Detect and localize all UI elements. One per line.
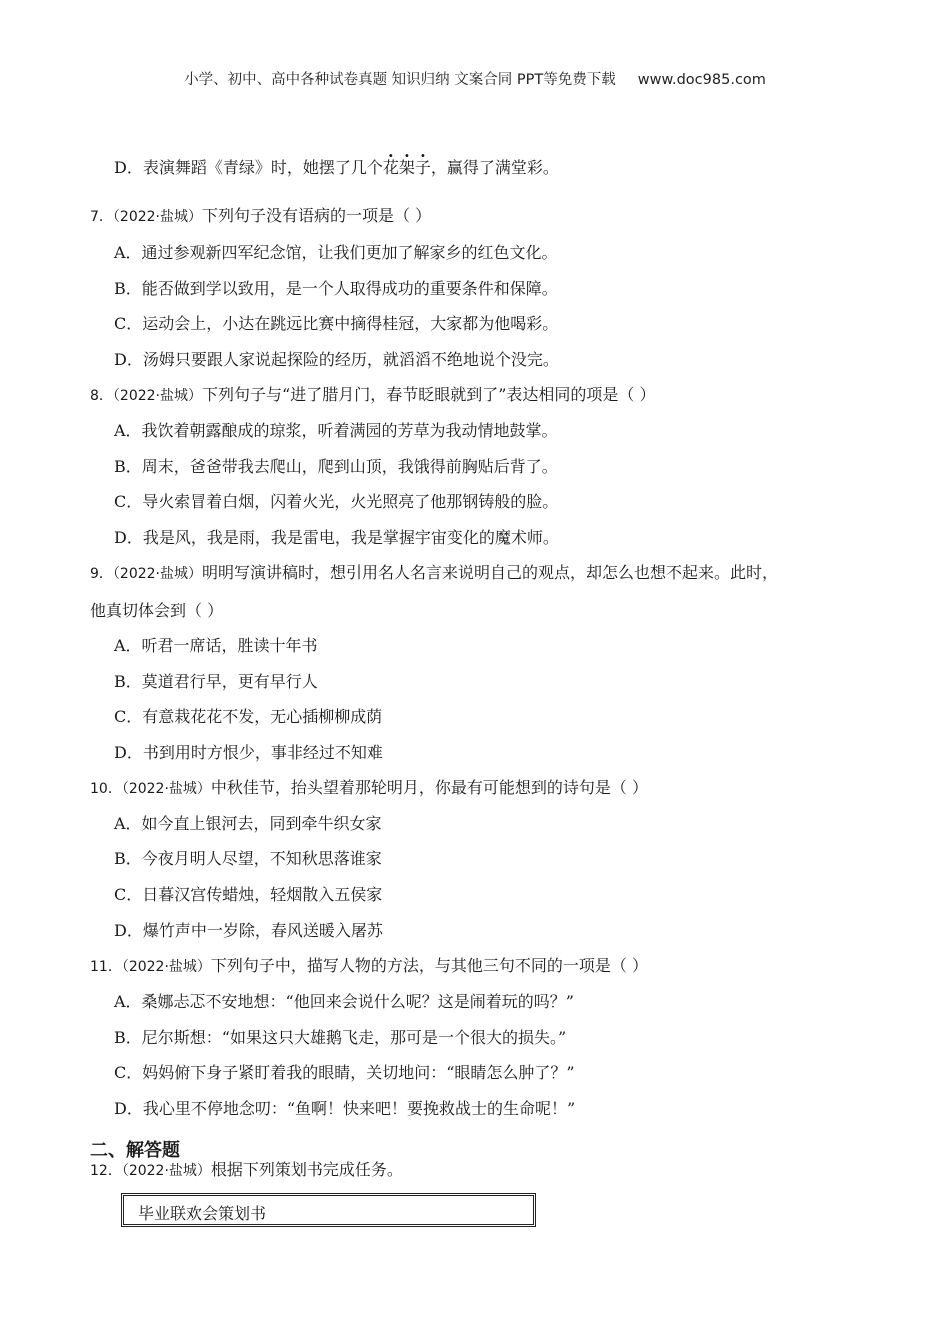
- q11-number: 11．: [90, 959, 122, 975]
- q8-option-d: D．我是风，我是雨，我是雷电，我是掌握宇宙变化的魔术师。: [114, 528, 559, 547]
- q6d-dotted-char-1: 花: [382, 158, 399, 177]
- q9-stem-continued: 他真切体会到（ ）: [90, 601, 224, 620]
- q11-option-d: D．我心里不停地念叨：“鱼啊！快来吧！要挽救战士的生命呢！”: [114, 1099, 576, 1118]
- q10-source: （2022·盐城）: [121, 781, 211, 797]
- q10-option-a: A．如今直上银河去，同到牵牛织女家: [114, 814, 382, 833]
- q6d-before: D．表演舞蹈《青绿》时，她摆了几个: [114, 158, 383, 177]
- q9-option-d: D．书到用时方恨少，事非经过不知难: [114, 743, 383, 762]
- q8-option-a: A．我饮着朝露酿成的琼浆，听着满园的芳草为我动情地鼓掌。: [114, 421, 558, 440]
- q7-stem: [90, 206, 431, 227]
- header-text: 小学、初中、高中各种试卷真题 知识归纳 文案合同 PPT等免费下载: [184, 72, 616, 88]
- q9-option-a: A．听君一席话，胜读十年书: [114, 636, 318, 655]
- q7-number: 7．: [90, 209, 113, 225]
- q8-option-c: C．导火索冒着白烟，闪着火光，火光照亮了他那钢铸般的脸。: [114, 492, 559, 511]
- plan-box: [121, 1193, 536, 1227]
- q8-stem: [90, 385, 655, 406]
- q6d-dotted-char-3: 子: [414, 158, 431, 177]
- page-header: [0, 68, 950, 89]
- q6d-after: ，赢得了满堂彩。: [430, 158, 559, 177]
- q9-source: （2022·盐城）: [112, 566, 203, 582]
- q10-option-d: D．爆竹声中一岁除，春风送暖入屠苏: [114, 921, 383, 940]
- q11-stem: [90, 956, 648, 977]
- q9-stem: [90, 563, 778, 584]
- q12-source: （2022·盐城）: [121, 1163, 211, 1179]
- q7-option-c: C．运动会上，小达在跳远比赛中摘得桂冠，大家都为他喝彩。: [114, 314, 559, 333]
- q9-option-b: B．莫道君行早，更有早行人: [114, 672, 318, 691]
- q10-stem: [90, 778, 648, 799]
- q8-stem-text: 下列句子与“进了腊月门，春节眨眼就到了”表达相同的项是（ ）: [202, 385, 656, 404]
- q7-source: （2022·盐城）: [112, 209, 203, 225]
- q12-stem: [90, 1160, 403, 1181]
- q10-option-b: B．今夜月明人尽望，不知秋思落谁家: [114, 849, 382, 868]
- q11-stem-text: 下列句子中，描写人物的方法，与其他三句不同的一项是（ ）: [210, 956, 649, 975]
- q7-stem-text: 下列句子没有语病的一项是（ ）: [202, 206, 432, 225]
- q9-number: 9．: [90, 566, 113, 582]
- q10-number: 10．: [90, 781, 122, 797]
- header-url[interactable]: www.doc985.com: [637, 72, 766, 88]
- q6-option-d: [114, 158, 559, 178]
- q12-number: 12．: [90, 1163, 122, 1179]
- q6d-dotted-char-2: 架: [398, 158, 415, 177]
- q9-stem-text: 明明写演讲稿时，想引用名人名言来说明自己的观点，却怎么也想不起来。此时，: [202, 563, 779, 582]
- q8-option-b: B．周末，爸爸带我去爬山，爬到山顶，我饿得前胸贴后背了。: [114, 457, 558, 476]
- section-title: 二、解答题: [90, 1140, 180, 1161]
- q8-number: 8．: [90, 388, 113, 404]
- q12-stem-text: 根据下列策划书完成任务。: [210, 1160, 403, 1179]
- q10-stem-text: 中秋佳节，抬头望着那轮明月，你最有可能想到的诗句是（ ）: [210, 778, 649, 797]
- q7-option-d: D．汤姆只要跟人家说起探险的经历，就滔滔不绝地说个没完。: [114, 350, 559, 369]
- q8-source: （2022·盐城）: [112, 388, 203, 404]
- q7-option-b: B．能否做到学以致用，是一个人取得成功的重要条件和保障。: [114, 279, 558, 298]
- plan-box-title: 毕业联欢会策划书: [138, 1204, 267, 1223]
- q11-option-a: A．桑娜忐忑不安地想：“他回来会说什么呢？这是闹着玩的吗？”: [114, 992, 574, 1011]
- q11-option-c: C．妈妈俯下身子紧盯着我的眼睛，关切地问：“眼睛怎么肿了？”: [114, 1063, 575, 1082]
- q11-option-b: B．尼尔斯想：“如果这只大雄鹅飞走，那可是一个很大的损失。”: [114, 1028, 567, 1047]
- q11-source: （2022·盐城）: [121, 959, 211, 975]
- q10-option-c: C．日暮汉宫传蜡烛，轻烟散入五侯家: [114, 885, 383, 904]
- q7-option-a: A．通过参观新四军纪念馆，让我们更加了解家乡的红色文化。: [114, 243, 558, 262]
- q9-option-c: C．有意栽花花不发，无心插柳柳成荫: [114, 707, 383, 726]
